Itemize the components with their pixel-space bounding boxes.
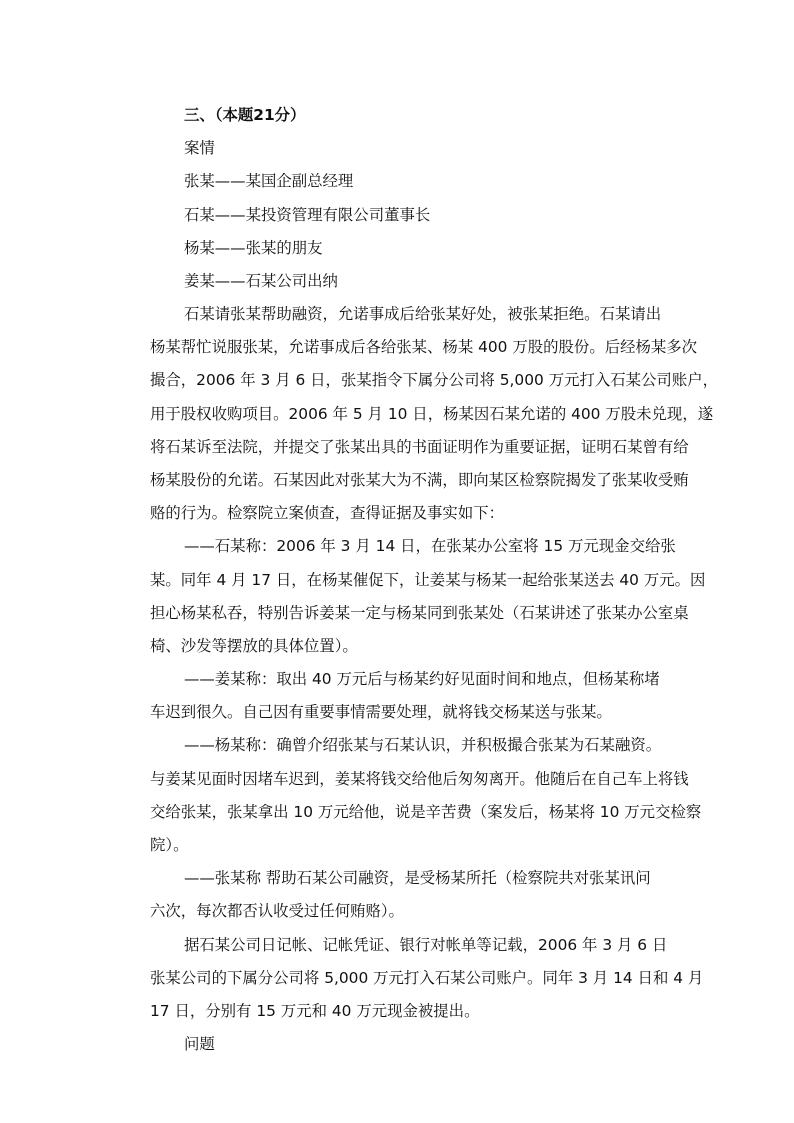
paragraph-jiang-statement [150,663,680,729]
text-line: 某。同年 4 月 17 日，在杨某催促下，让姜某与杨某一起给张某送去 40 万元。因 [150,570,706,589]
person-entry: 石某——某投资管理有限公司董事长 [184,205,431,224]
paragraph-shi-statement [150,530,706,663]
paragraph-zhang-statement [150,862,680,928]
person-entry: 姜某——石某公司出纳 [184,271,338,290]
case-paragraphs [150,298,718,1061]
text-line: 担心杨某私吞，特别告诉姜某一定与杨某同到张某处（石某讲述了张某办公室桌 [150,603,689,622]
text-line: 杨某帮忙说服张某，允诺事成后各给张某、杨某 400 万股的股份。后经杨某多次 [150,338,698,357]
text-line: 院）。 [150,836,189,854]
case-label: 案情 [184,139,215,158]
text-line: ——石某称：2006 年 3 月 14 日，在张某办公室将 15 万元现金交给张 [184,537,676,556]
text-line: 与姜某见面时因堵车迟到，姜某将钱交给他后匆匆离开。他随后在自己车上将钱 [150,769,689,788]
question-label: 问题 [184,1035,215,1054]
person-entry: 张某——某国企副总经理 [184,172,354,191]
text-line: 用于股权收购项目。2006 年 5 月 10 日，杨某因石某允诺的 400 万股未兑现，遂 [150,404,714,423]
text-line: 杨某股份的允诺。石某因此对张某大为不满，即向某区检察院揭发了张某收受贿 [150,470,689,489]
text-line: 椅、沙发等摆放的具体位置）。 [150,636,358,655]
person-entry: 杨某——张某的朋友 [184,238,323,257]
text-line: ——姜某称：取出 40 万元后与杨某约好见面时间和地点，但杨某称堵 [184,670,660,689]
text-line: 车迟到很久。自己因有重要事情需要处理，就将钱交杨某送与张某。 [150,703,612,722]
text-line: ——张某称 帮助石某公司融资，是受杨某所托（检察院共对张某讯问 [184,869,651,888]
paragraph-yang-statement [150,729,702,862]
text-line: 交给张某，张某拿出 10 万元给他，说是辛苦费（案发后，杨某将 10 万元交检察 [150,802,702,821]
text-line: 将石某诉至法院，并提交了张某出具的书面证明作为重要证据，证明石某曾有给 [150,437,689,456]
text-line: 石某请张某帮助融资，允诺事成后给张某好处，被张某拒绝。石某请出 [184,305,662,323]
paragraph-records [150,929,704,1029]
text-line: 17 日，分别有 15 万元和 40 万元现金被提出。 [150,1001,480,1020]
text-line: ——杨某称：确曾介绍张某与石某认识，并积极撮合张某为石某融资。 [184,736,662,755]
text-line: 赂的行为。检察院立案侦查，查得证据及事实如下： [150,504,504,523]
document-body [184,99,680,298]
text-line: 据石某公司日记帐、记帐凭证、银行对帐单等记载，2006 年 3 月 6 日 [184,935,668,954]
paragraph-facts [150,298,718,530]
text-line: 六次，每次都否认收受过任何贿赂）。 [150,902,404,921]
text-line: 张某公司的下属分公司将 5,000 万元打入石某公司账户。同年 3 月 14 日和 4 月 [150,968,704,987]
section-heading: 三、（本题21分） [184,106,306,124]
text-line: 撮合，2006 年 3 月 6 日，张某指令下属分公司将 5,000 万元打入石某公司账户， [150,371,718,390]
